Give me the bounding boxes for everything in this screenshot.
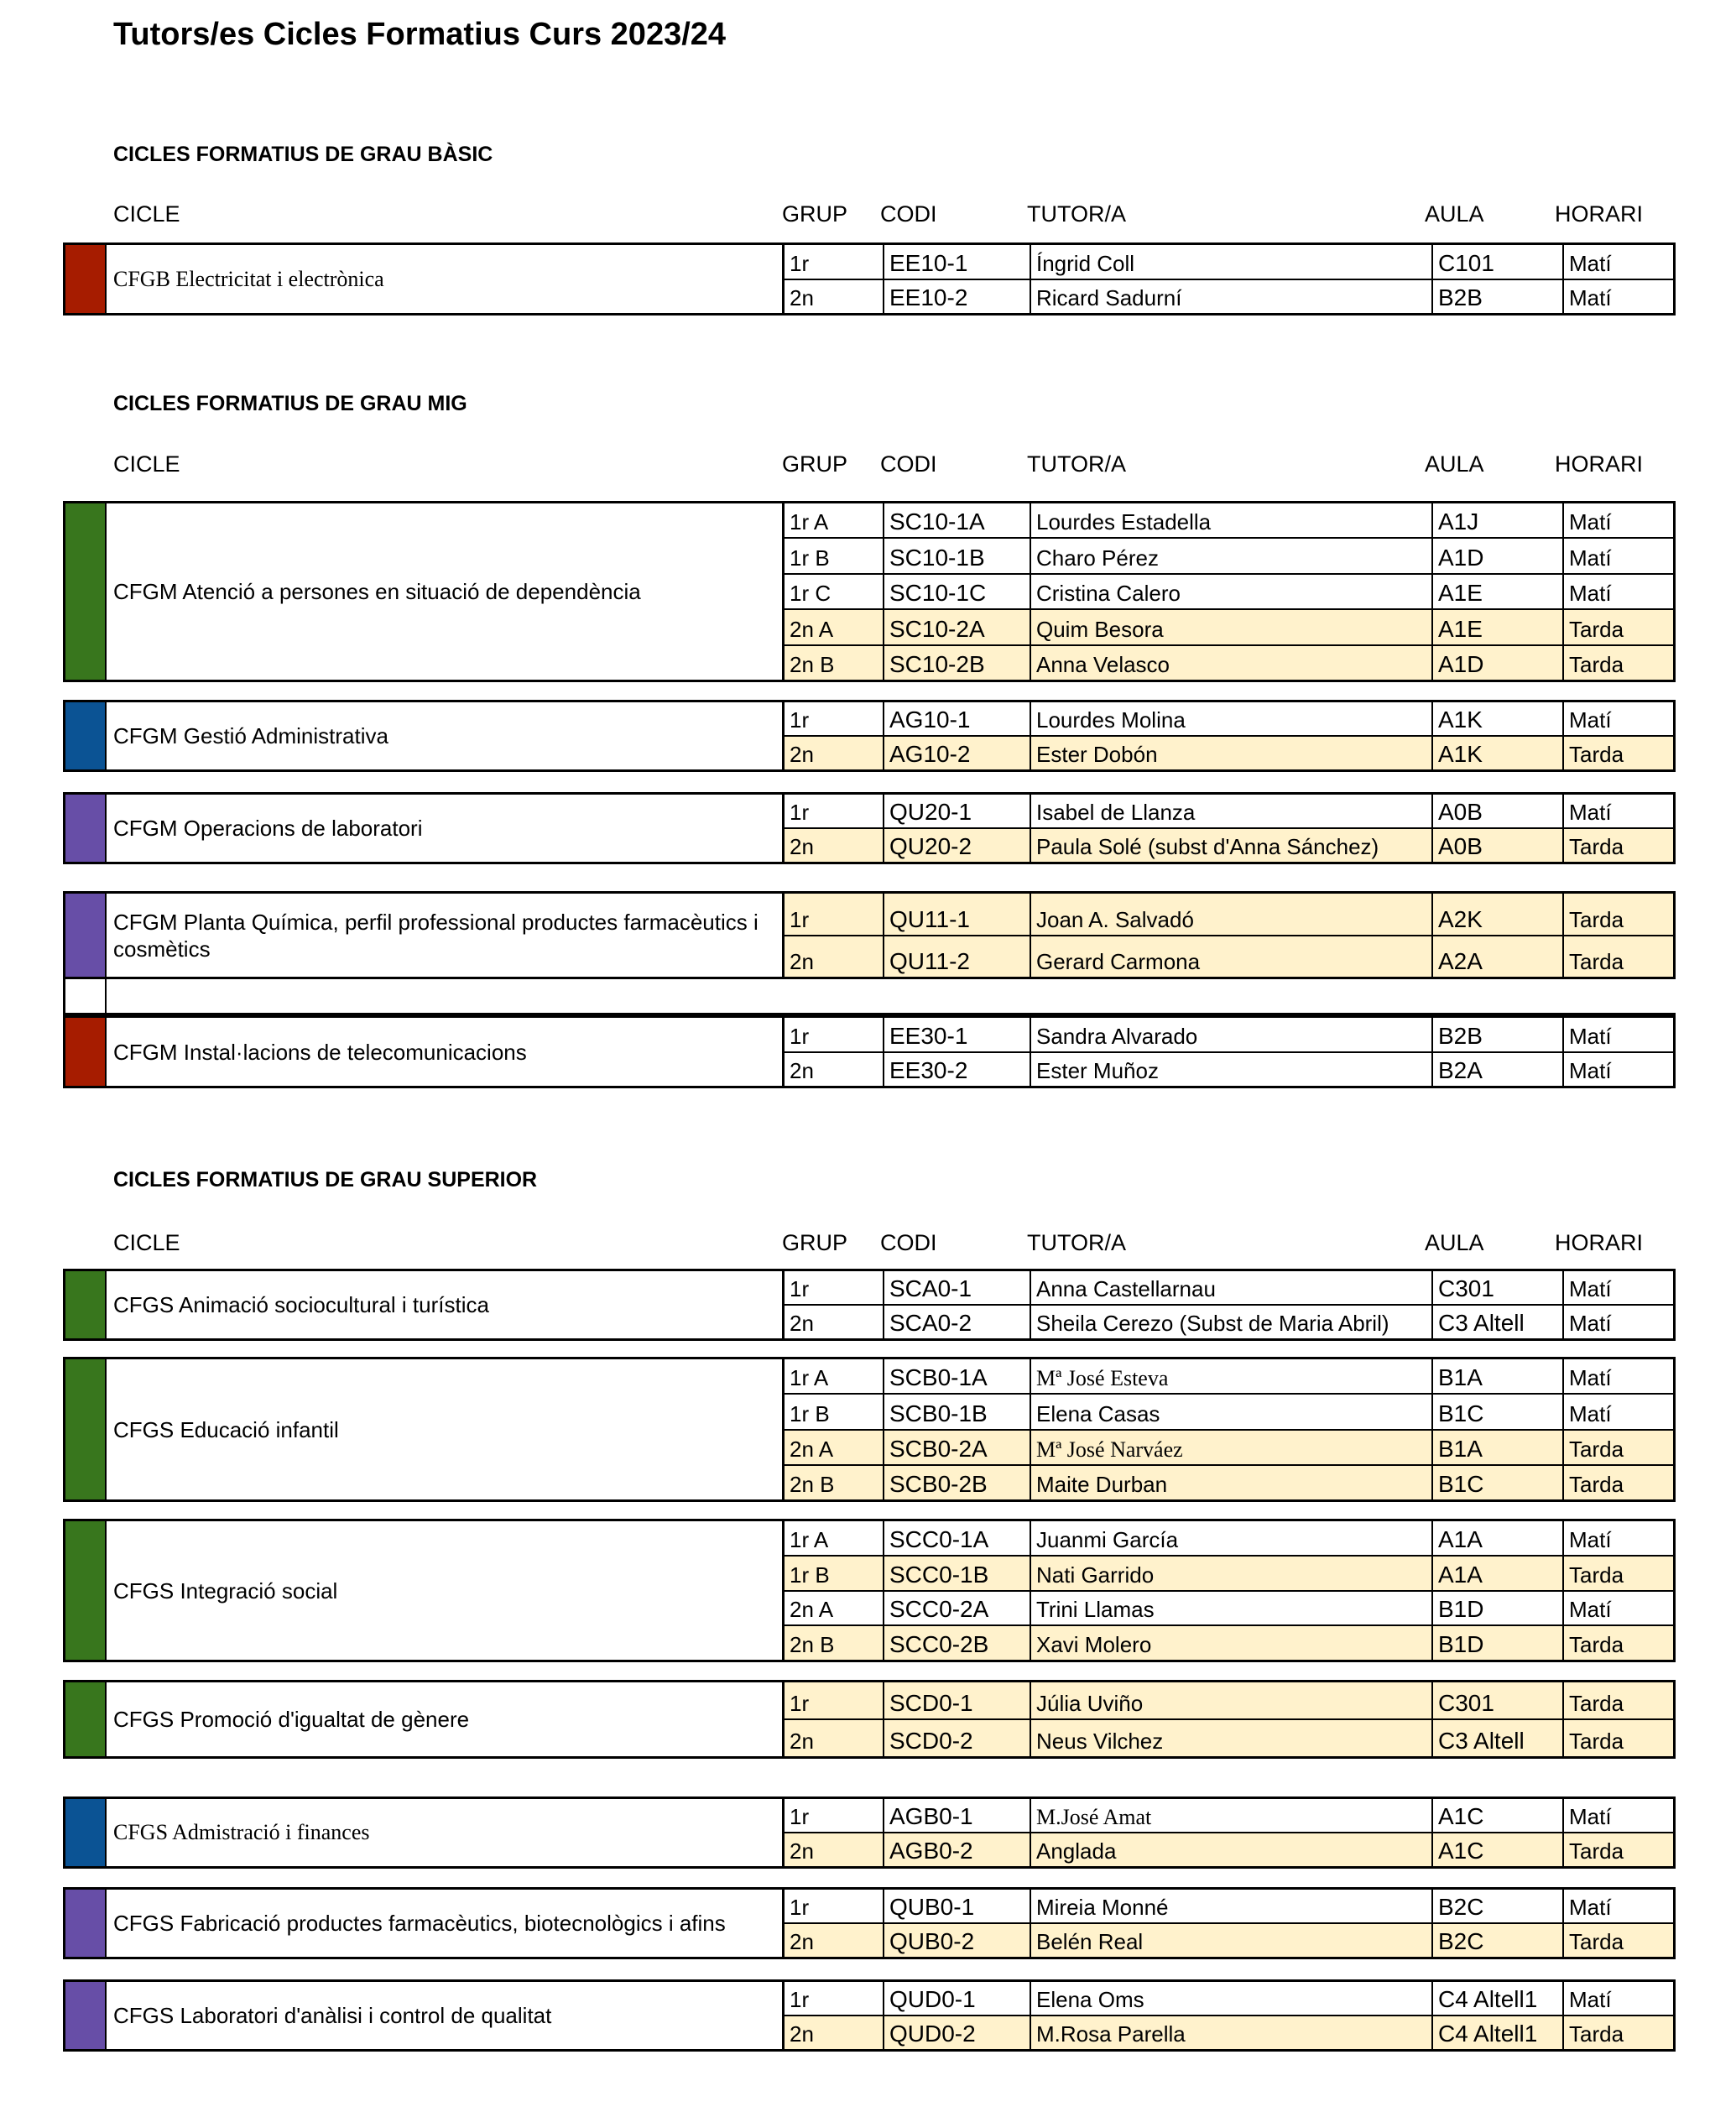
column-headers	[0, 451, 1736, 482]
cell-grup: 2n	[790, 1311, 814, 1336]
cell-tutor: Joan A. Salvadó	[1030, 894, 1431, 935]
cycle-color-bar	[63, 1887, 107, 1959]
cell-aula: A1E	[1431, 610, 1562, 644]
cycle-block	[63, 1797, 1676, 1869]
cycle-color-bar	[63, 1519, 107, 1662]
cell-aula: B2B	[1431, 280, 1562, 314]
cell-codi: SCB0-1B	[883, 1395, 1030, 1428]
cell-tutor: M.José Amat	[1030, 1799, 1431, 1832]
cycle-block	[63, 891, 1676, 979]
cycle-color-bar	[63, 1979, 107, 2052]
cell-codi: SCD0-1	[883, 1682, 1030, 1718]
table-row	[785, 795, 1673, 827]
groups-table	[782, 1797, 1676, 1869]
table-row	[785, 1464, 1673, 1499]
cycle-color-bar	[63, 891, 107, 979]
groups-table	[782, 1015, 1676, 1088]
cell-aula: B1D	[1431, 1626, 1562, 1660]
cell-tutor: Xavi Molero	[1030, 1626, 1431, 1660]
cell-tutor: Gerard Carmona	[1030, 936, 1431, 978]
cell-horari: Matí	[1562, 1053, 1673, 1087]
cell-codi: SCA0-1	[883, 1271, 1030, 1304]
cell-tutor: Trini Llamas	[1030, 1592, 1431, 1625]
table-row	[785, 1982, 1673, 2015]
cell-horari: Tarda	[1562, 936, 1673, 978]
cycle-name: CFGS Fabricació productes farmacèutics, biotecnològics i afins	[107, 1887, 782, 1959]
cycle-name: CFGS Animació sociocultural i turística	[107, 1269, 782, 1341]
cell-aula: A1C	[1431, 1799, 1562, 1832]
cell-grup: 1r	[790, 1023, 810, 1049]
cell-horari: Tarda	[1562, 646, 1673, 680]
column-header-grup: GRUP	[782, 201, 848, 227]
column-header-cicle: CICLE	[113, 451, 180, 477]
column-header-aula: AULA	[1425, 201, 1484, 227]
cell-horari: Tarda	[1562, 610, 1673, 644]
cycle-block	[63, 1887, 1676, 1959]
cell-horari: Matí	[1562, 1890, 1673, 1922]
cell-horari: Tarda	[1562, 894, 1673, 935]
cycle-name: CFGS Promoció d'igualtat de gènere	[107, 1680, 782, 1759]
table-row	[785, 935, 1673, 978]
cell-aula: A1K	[1431, 702, 1562, 735]
cell-codi: SC10-1C	[883, 575, 1030, 608]
cell-horari: Tarda	[1562, 1924, 1673, 1957]
cell-horari: Tarda	[1562, 1557, 1673, 1590]
cell-codi: AGB0-1	[883, 1799, 1030, 1832]
cell-codi: EE30-2	[883, 1053, 1030, 1087]
cell-aula: C4 Altell1	[1431, 2016, 1562, 2049]
cell-horari: Matí	[1562, 795, 1673, 827]
cell-aula: A1E	[1431, 575, 1562, 608]
cell-horari: Matí	[1562, 1359, 1673, 1393]
cell-horari: Matí	[1562, 1395, 1673, 1428]
blank-row-cell	[107, 979, 1676, 1015]
cell-tutor: Ester Muñoz	[1030, 1053, 1431, 1087]
column-header-cicle: CICLE	[113, 1230, 180, 1255]
cycle-block	[63, 1015, 1676, 1088]
cell-horari: Tarda	[1562, 1626, 1673, 1660]
cell-grup: 2n	[790, 949, 814, 974]
cell-aula: A1A	[1431, 1557, 1562, 1590]
cell-tutor: Lourdes Molina	[1030, 702, 1431, 735]
cell-aula: B1D	[1431, 1592, 1562, 1625]
cell-codi: QUD0-1	[883, 1982, 1030, 2015]
cell-aula: A1D	[1431, 646, 1562, 680]
cycle-block	[63, 242, 1676, 315]
groups-table	[782, 1519, 1676, 1662]
cell-tutor: Elena Casas	[1030, 1395, 1431, 1428]
cell-grup: 2n	[790, 1929, 814, 1954]
cell-codi: SCB0-2A	[883, 1431, 1030, 1464]
groups-table	[782, 891, 1676, 979]
cell-aula: C301	[1431, 1271, 1562, 1304]
cell-grup: 2n	[790, 1058, 814, 1083]
cell-horari: Matí	[1562, 1799, 1673, 1832]
cell-grup: 1r B	[790, 545, 830, 571]
cycle-block	[63, 1269, 1676, 1341]
column-header-horari: HORARI	[1555, 451, 1644, 477]
cell-codi: SCC0-1B	[883, 1557, 1030, 1590]
cycle-name: CFGS Educació infantil	[107, 1357, 782, 1502]
cell-codi: SCC0-1A	[883, 1521, 1030, 1555]
cell-grup: 1r	[790, 800, 810, 825]
cell-codi: EE10-2	[883, 280, 1030, 314]
cell-codi: SC10-1B	[883, 539, 1030, 572]
cycle-block	[63, 1519, 1676, 1662]
table-row	[785, 827, 1673, 862]
table-row	[785, 1429, 1673, 1464]
cell-grup: 2n B	[790, 1472, 835, 1497]
cycle-name: CFGS Integració social	[107, 1519, 782, 1662]
cell-horari: Tarda	[1562, 1431, 1673, 1464]
groups-table	[782, 792, 1676, 864]
cell-tutor: Ester Dobón	[1030, 737, 1431, 769]
column-headers	[0, 201, 1736, 232]
cell-grup: 1r	[790, 906, 810, 932]
cell-codi: QU20-1	[883, 795, 1030, 827]
column-header-horari: HORARI	[1555, 1230, 1644, 1255]
cell-tutor: Júlia Uviño	[1030, 1682, 1431, 1718]
cell-tutor: Íngrid Coll	[1030, 245, 1431, 279]
cell-codi: SCB0-1A	[883, 1359, 1030, 1393]
cycle-color-bar	[63, 792, 107, 864]
groups-table	[782, 242, 1676, 315]
section-heading: CICLES FORMATIUS DE GRAU BÀSIC	[113, 143, 493, 166]
groups-table	[782, 1269, 1676, 1341]
table-row	[785, 1359, 1673, 1393]
cell-tutor: M.Rosa Parella	[1030, 2016, 1431, 2049]
cell-aula: A1C	[1431, 1833, 1562, 1866]
table-row	[785, 1922, 1673, 1957]
cell-aula: C301	[1431, 1682, 1562, 1718]
cell-tutor: Mª José Narváez	[1030, 1431, 1431, 1464]
cell-aula: A1D	[1431, 539, 1562, 572]
cycle-block	[63, 501, 1676, 682]
table-row	[785, 1018, 1673, 1051]
groups-table	[782, 1887, 1676, 1959]
table-row	[785, 1555, 1673, 1590]
cell-codi: QU11-1	[883, 894, 1030, 935]
cell-tutor: Lourdes Estadella	[1030, 503, 1431, 537]
section-heading: CICLES FORMATIUS DE GRAU MIG	[113, 392, 467, 415]
cell-aula: B2B	[1431, 1018, 1562, 1051]
table-row	[785, 735, 1673, 769]
cell-tutor: Cristina Calero	[1030, 575, 1431, 608]
column-header-tutor: TUTOR/A	[1027, 451, 1127, 477]
table-row	[785, 702, 1673, 735]
cell-tutor: Paula Solé (subst d'Anna Sánchez)	[1030, 829, 1431, 862]
cycle-name: CFGM Gestió Administrativa	[107, 700, 782, 772]
page-title: Tutors/es Cicles Formatius Curs 2023/24	[113, 17, 727, 52]
table-row	[785, 1682, 1673, 1718]
cell-grup: 1r A	[790, 1526, 829, 1552]
cell-tutor: Juanmi García	[1030, 1521, 1431, 1555]
column-header-grup: GRUP	[782, 1230, 848, 1255]
column-header-codi: CODI	[880, 1230, 937, 1255]
cell-horari: Matí	[1562, 1271, 1673, 1304]
table-row	[785, 1393, 1673, 1428]
cell-codi: EE30-1	[883, 1018, 1030, 1051]
cell-horari: Matí	[1562, 1592, 1673, 1625]
cell-horari: Matí	[1562, 575, 1673, 608]
table-row	[785, 573, 1673, 608]
cell-aula: B1A	[1431, 1431, 1562, 1464]
cycle-color-bar	[63, 1680, 107, 1759]
cell-tutor: Anna Velasco	[1030, 646, 1431, 680]
cell-tutor: Belén Real	[1030, 1924, 1431, 1957]
cell-codi: SCA0-2	[883, 1306, 1030, 1338]
cycle-color-bar	[63, 501, 107, 682]
cell-grup: 1r B	[790, 1562, 830, 1588]
cell-codi: SC10-2A	[883, 610, 1030, 644]
cell-horari: Matí	[1562, 245, 1673, 279]
groups-table	[782, 1357, 1676, 1502]
table-row	[785, 1832, 1673, 1866]
cell-tutor: Sandra Alvarado	[1030, 1018, 1431, 1051]
column-header-cicle: CICLE	[113, 201, 180, 227]
cell-aula: B2C	[1431, 1924, 1562, 1957]
cycle-block	[63, 700, 1676, 772]
cell-grup: 1r	[790, 1276, 810, 1301]
cell-codi: AGB0-2	[883, 1833, 1030, 1866]
cell-tutor: Sheila Cerezo (Subst de Maria Abril)	[1030, 1306, 1431, 1338]
spacer-row	[63, 979, 1676, 1015]
table-row	[785, 1890, 1673, 1922]
cycle-name: CFGS Laboratori d'anàlisi i control de qualitat	[107, 1979, 782, 2052]
cell-aula: B2A	[1431, 1053, 1562, 1087]
cell-horari: Tarda	[1562, 1682, 1673, 1718]
cell-codi: QU11-2	[883, 936, 1030, 978]
table-row	[785, 1624, 1673, 1660]
cell-grup: 1r A	[790, 509, 829, 535]
cell-codi: QUB0-2	[883, 1924, 1030, 1957]
cycle-color-bar	[63, 1357, 107, 1502]
cycle-name: CFGS Admistració i finances	[107, 1797, 782, 1869]
cell-codi: AG10-1	[883, 702, 1030, 735]
cycle-block	[63, 1357, 1676, 1502]
groups-table	[782, 501, 1676, 682]
cell-tutor: Ricard Sadurní	[1030, 280, 1431, 314]
cell-grup: 2n A	[790, 616, 834, 642]
cell-horari: Matí	[1562, 503, 1673, 537]
cell-grup: 2n	[790, 742, 814, 767]
cycle-name: CFGM Operacions de laboratori	[107, 792, 782, 864]
column-header-aula: AULA	[1425, 1230, 1484, 1255]
cycle-color-bar	[63, 1269, 107, 1341]
cell-aula: C3 Altell	[1431, 1306, 1562, 1338]
cell-horari: Tarda	[1562, 1720, 1673, 1756]
cell-aula: B1A	[1431, 1359, 1562, 1393]
cell-codi: SC10-2B	[883, 646, 1030, 680]
table-row	[785, 1718, 1673, 1756]
cell-codi: SCB0-2B	[883, 1466, 1030, 1499]
cell-grup: 2n	[790, 285, 814, 310]
cell-tutor: Charo Pérez	[1030, 539, 1431, 572]
groups-table	[782, 700, 1676, 772]
cycle-name: CFGM Atenció a persones en situació de dependència	[107, 501, 782, 682]
cell-tutor: Mª José Esteva	[1030, 1359, 1431, 1393]
cell-tutor: Isabel de Llanza	[1030, 795, 1431, 827]
table-row	[785, 644, 1673, 680]
groups-table	[782, 1979, 1676, 2052]
section-heading: CICLES FORMATIUS DE GRAU SUPERIOR	[113, 1168, 538, 1192]
cell-codi: SCC0-2A	[883, 1592, 1030, 1625]
table-row	[785, 894, 1673, 935]
table-row	[785, 1590, 1673, 1625]
cell-tutor: Anna Castellarnau	[1030, 1271, 1431, 1304]
table-row	[785, 608, 1673, 644]
cell-codi: QUB0-1	[883, 1890, 1030, 1922]
column-header-tutor: TUTOR/A	[1027, 201, 1127, 227]
cycle-name: CFGM Instal·lacions de telecomunicacions	[107, 1015, 782, 1088]
table-row	[785, 537, 1673, 572]
cell-codi: SC10-1A	[883, 503, 1030, 537]
cell-grup: 1r A	[790, 1365, 829, 1391]
cell-aula: B1C	[1431, 1466, 1562, 1499]
table-row	[785, 1304, 1673, 1338]
cell-aula: A2A	[1431, 936, 1562, 978]
cell-aula: A1J	[1431, 503, 1562, 537]
cell-aula: A0B	[1431, 829, 1562, 862]
cell-horari: Matí	[1562, 280, 1673, 314]
cell-horari: Matí	[1562, 1982, 1673, 2015]
cell-aula: B1C	[1431, 1395, 1562, 1428]
cycle-color-bar	[63, 700, 107, 772]
cell-horari: Tarda	[1562, 1833, 1673, 1866]
cell-codi: QU20-2	[883, 829, 1030, 862]
cycle-color-bar	[63, 1015, 107, 1088]
cycle-name: CFGM Planta Química, perfil professional productes farmacèutics i cosmètics	[107, 891, 782, 979]
cycle-block	[63, 1680, 1676, 1759]
blank-color-cell	[63, 979, 107, 1015]
cell-grup: 1r	[790, 707, 810, 733]
cell-horari: Tarda	[1562, 829, 1673, 862]
cell-grup: 1r	[790, 1895, 810, 1920]
cell-codi: AG10-2	[883, 737, 1030, 769]
column-headers	[0, 1230, 1736, 1260]
cell-tutor: Anglada	[1030, 1833, 1431, 1866]
cell-codi: SCC0-2B	[883, 1626, 1030, 1660]
cell-grup: 2n A	[790, 1597, 834, 1623]
cell-tutor: Quim Besora	[1030, 610, 1431, 644]
table-row	[785, 245, 1673, 279]
cell-aula: B2C	[1431, 1890, 1562, 1922]
cycle-color-bar	[63, 1797, 107, 1869]
cell-grup: 1r C	[790, 581, 832, 607]
cycle-color-bar	[63, 242, 107, 315]
cell-tutor: Maite Durban	[1030, 1466, 1431, 1499]
cell-aula: C3 Altell	[1431, 1720, 1562, 1756]
groups-table	[782, 1680, 1676, 1759]
cell-horari: Tarda	[1562, 1466, 1673, 1499]
cell-tutor: Nati Garrido	[1030, 1557, 1431, 1590]
table-row	[785, 1271, 1673, 1304]
column-header-codi: CODI	[880, 201, 937, 227]
cell-grup: 2n	[790, 1729, 814, 1754]
cell-codi: QUD0-2	[883, 2016, 1030, 2049]
cell-grup: 1r	[790, 1691, 810, 1716]
column-header-aula: AULA	[1425, 451, 1484, 477]
table-row	[785, 1799, 1673, 1832]
cell-aula: C101	[1431, 245, 1562, 279]
cycle-name: CFGB Electricitat i electrònica	[107, 242, 782, 315]
cycle-block	[63, 1979, 1676, 2052]
cell-codi: EE10-1	[883, 245, 1030, 279]
cell-tutor: Neus Vilchez	[1030, 1720, 1431, 1756]
cell-tutor: Mireia Monné	[1030, 1890, 1431, 1922]
cell-aula: A1A	[1431, 1521, 1562, 1555]
table-row	[785, 2015, 1673, 2049]
table-row	[785, 1521, 1673, 1555]
cell-aula: A1K	[1431, 737, 1562, 769]
column-header-codi: CODI	[880, 451, 937, 477]
cell-horari: Matí	[1562, 1306, 1673, 1338]
column-header-tutor: TUTOR/A	[1027, 1230, 1127, 1255]
cell-grup: 2n	[790, 834, 814, 859]
cell-tutor: Elena Oms	[1030, 1982, 1431, 2015]
cell-horari: Matí	[1562, 1521, 1673, 1555]
table-row	[785, 503, 1673, 537]
cell-grup: 2n B	[790, 1632, 835, 1657]
cell-grup: 2n B	[790, 652, 835, 678]
column-header-grup: GRUP	[782, 451, 848, 477]
cell-horari: Matí	[1562, 539, 1673, 572]
cell-grup: 1r B	[790, 1400, 830, 1426]
column-header-horari: HORARI	[1555, 201, 1644, 227]
cell-aula: A0B	[1431, 795, 1562, 827]
cell-grup: 1r	[790, 1804, 810, 1829]
cell-grup: 2n	[790, 1838, 814, 1864]
cell-grup: 2n	[790, 2021, 814, 2047]
cell-aula: C4 Altell1	[1431, 1982, 1562, 2015]
cell-horari: Matí	[1562, 702, 1673, 735]
cell-aula: A2K	[1431, 894, 1562, 935]
cell-grup: 1r	[790, 250, 810, 276]
cell-horari: Tarda	[1562, 737, 1673, 769]
cell-horari: Tarda	[1562, 2016, 1673, 2049]
cell-grup: 2n A	[790, 1436, 834, 1462]
cell-codi: SCD0-2	[883, 1720, 1030, 1756]
table-row	[785, 279, 1673, 314]
cycle-block	[63, 792, 1676, 864]
table-row	[785, 1051, 1673, 1087]
cell-horari: Matí	[1562, 1018, 1673, 1051]
cell-grup: 1r	[790, 1987, 810, 2012]
